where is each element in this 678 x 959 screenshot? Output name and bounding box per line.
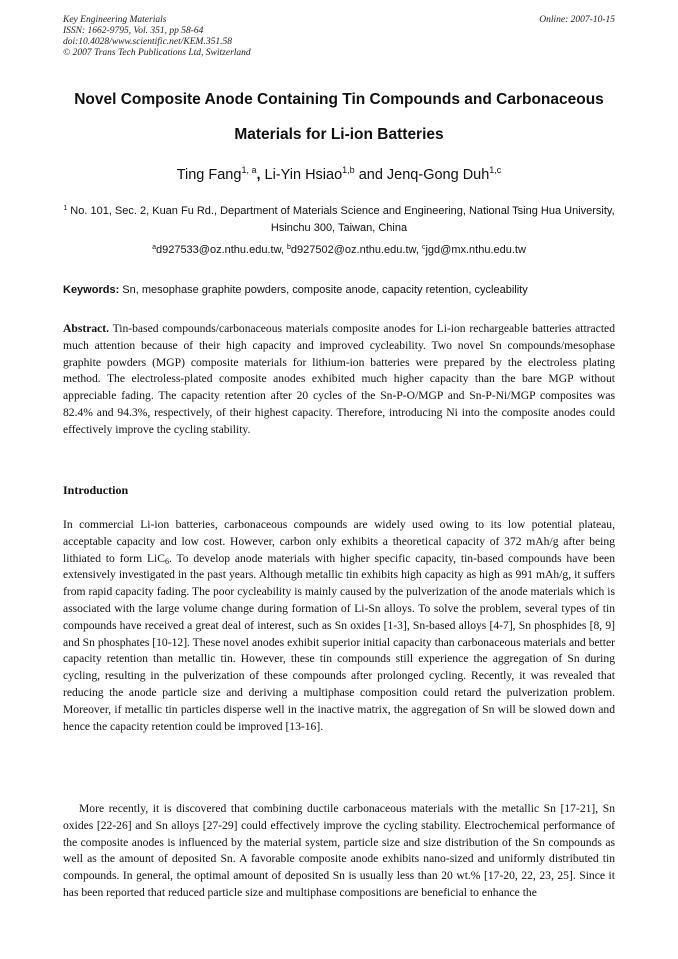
subscript: 6 (164, 556, 169, 566)
author-separator: and (354, 167, 387, 183)
email-address[interactable]: jgd@mx.nthu.edu.tw (425, 244, 526, 256)
email-address[interactable]: d927502@oz.nthu.edu.tw, (290, 244, 422, 256)
paragraph-text: . To develop anode materials with higher specific capacity, tin-based compounds have been extensively investigated in the past years. Although metallic tin exhibits high capacity as high as 991 mAh/g, it suffers from rapid capacity fading. The poor cycleability is mainly caused by the pulverization of the anode materials which is associated with the large volume change during formation of Li-Sn alloys. To solve the problem, several types of tin compounds have received a great deal of interest, such as Sn oxides [1-3], Sn-based alloys [4-7], Sn phosphides [8, 9] and Sn phosphates [10-12]. These novel anodes exhibit superior initial capacity than carbonaceous materials and better capacity retention than metallic tin. However, these tin compounds still experience the aggregation of Sn during cycling, resulting in the pulverization of these compounds after prolonged cycling. Recently, it was revealed that reducing the anode particle size and deriving a multiphase composition could retard the pulverization problem. Moreover, if metallic tin particles disperse well in the inactive matrix, the aggregation of Sn will be slowed down and hence the capacity retention could be improved [13-16]. (63, 551, 615, 733)
author-separator: , (256, 167, 265, 183)
author-list (40, 167, 638, 183)
paper-title-line-1: Novel Composite Anode Containing Tin Compounds and Carbonaceous (74, 91, 604, 108)
email-mark: c (421, 244, 426, 251)
abstract-label: Abstract. (63, 322, 110, 335)
paragraph-text: In commercial Li-ion batteries, carbonaceous compounds are widely used owing to its low potential plateau, acceptable capacity and low cost. However, carbon only exhibits a theoretical capacity of 372 mAh/g after being lithiated to form LiC (63, 518, 615, 565)
affiliation (55, 203, 623, 237)
section-heading-introduction: Introduction (63, 483, 129, 497)
doi-line: doi:10.4028/www.scientific.net/KEM.351.58 (63, 37, 232, 47)
email-mark: a (152, 244, 156, 251)
author-affil-mark: 1,b (342, 165, 355, 175)
author-name: Jenq-Gong Duh (386, 167, 490, 183)
keywords-label: Keywords: (63, 284, 120, 296)
copyright-line: © 2007 Trans Tech Publications Ltd, Switzerland (63, 48, 251, 58)
affiliation-text: No. 101, Sec. 2, Kuan Fu Rd., Department of Materials Science and Engineering, National Tsing Hua University, Hsinchu 300, Taiwan, China (67, 205, 615, 234)
keywords-text: Sn, mesophase graphite powders, composite anode, capacity retention, cycleability (119, 284, 528, 296)
affiliation-mark: 1 (63, 205, 68, 212)
online-date: Online: 2007-10-15 (539, 15, 615, 25)
introduction-paragraph-2: More recently, it is discovered that combining ductile carbonaceous materials with the metallic Sn [17-21], Sn oxides [22-26] and Sn alloys [27-29] could effectively improve the cycling stability. Electrochemical performance of the composite anodes is influenced by the material system, particle size and size distribution of the Sn compounds as well as the amount of deposited Sn. A favorable composite anode exhibits nano-sized and uniformly distributed tin compounds. In general, the optimal amount of deposited Sn is usually less than 20 wt.% [17-20, 22, 23, 25]. Since it has been reported that reduced particle size and multiphase compositions are beneficial to enhance the (63, 802, 615, 899)
issn-line: ISSN: 1662-9795, Vol. 351, pp 58-64 (63, 26, 204, 36)
journal-header (63, 15, 615, 59)
author-affil-mark: 1, a (241, 165, 257, 175)
email-address[interactable]: d927533@oz.nthu.edu.tw, (155, 244, 288, 256)
paper-title-line-2: Materials for Li-ion Batteries (234, 126, 444, 143)
abstract-paragraph (63, 321, 615, 439)
introduction-paragraph-1 (63, 517, 615, 735)
author-affil-mark: 1,c (489, 165, 502, 175)
author-emails (40, 244, 638, 256)
author-name: Ting Fang (176, 167, 242, 183)
email-mark: b (287, 244, 291, 251)
abstract-text: Tin-based compounds/carbonaceous materials composite anodes for Li-ion rechargeable batteries attracted much attention because of their high capacity and improved cycleability. Two novel Sn compounds/mesophase graphite powders (MGP) composite materials for lithium-ion batteries were prepared by the electroless plating method. The electroless-plated composite anodes exhibited much higher capacity than the bare MGP without appreciable fading. The capacity retention after 20 cycles of the Sn-P-O/MGP and Sn-P-Ni/MGP composites was 82.4% and 94.3%, respectively, of their highest capacity. Therefore, introducing Ni into the composite anodes could effectively improve the cycling stability. (63, 322, 615, 436)
keywords (63, 284, 615, 296)
author-name: Li-Yin Hsiao (264, 167, 343, 183)
journal-name: Key Engineering Materials (63, 15, 167, 25)
